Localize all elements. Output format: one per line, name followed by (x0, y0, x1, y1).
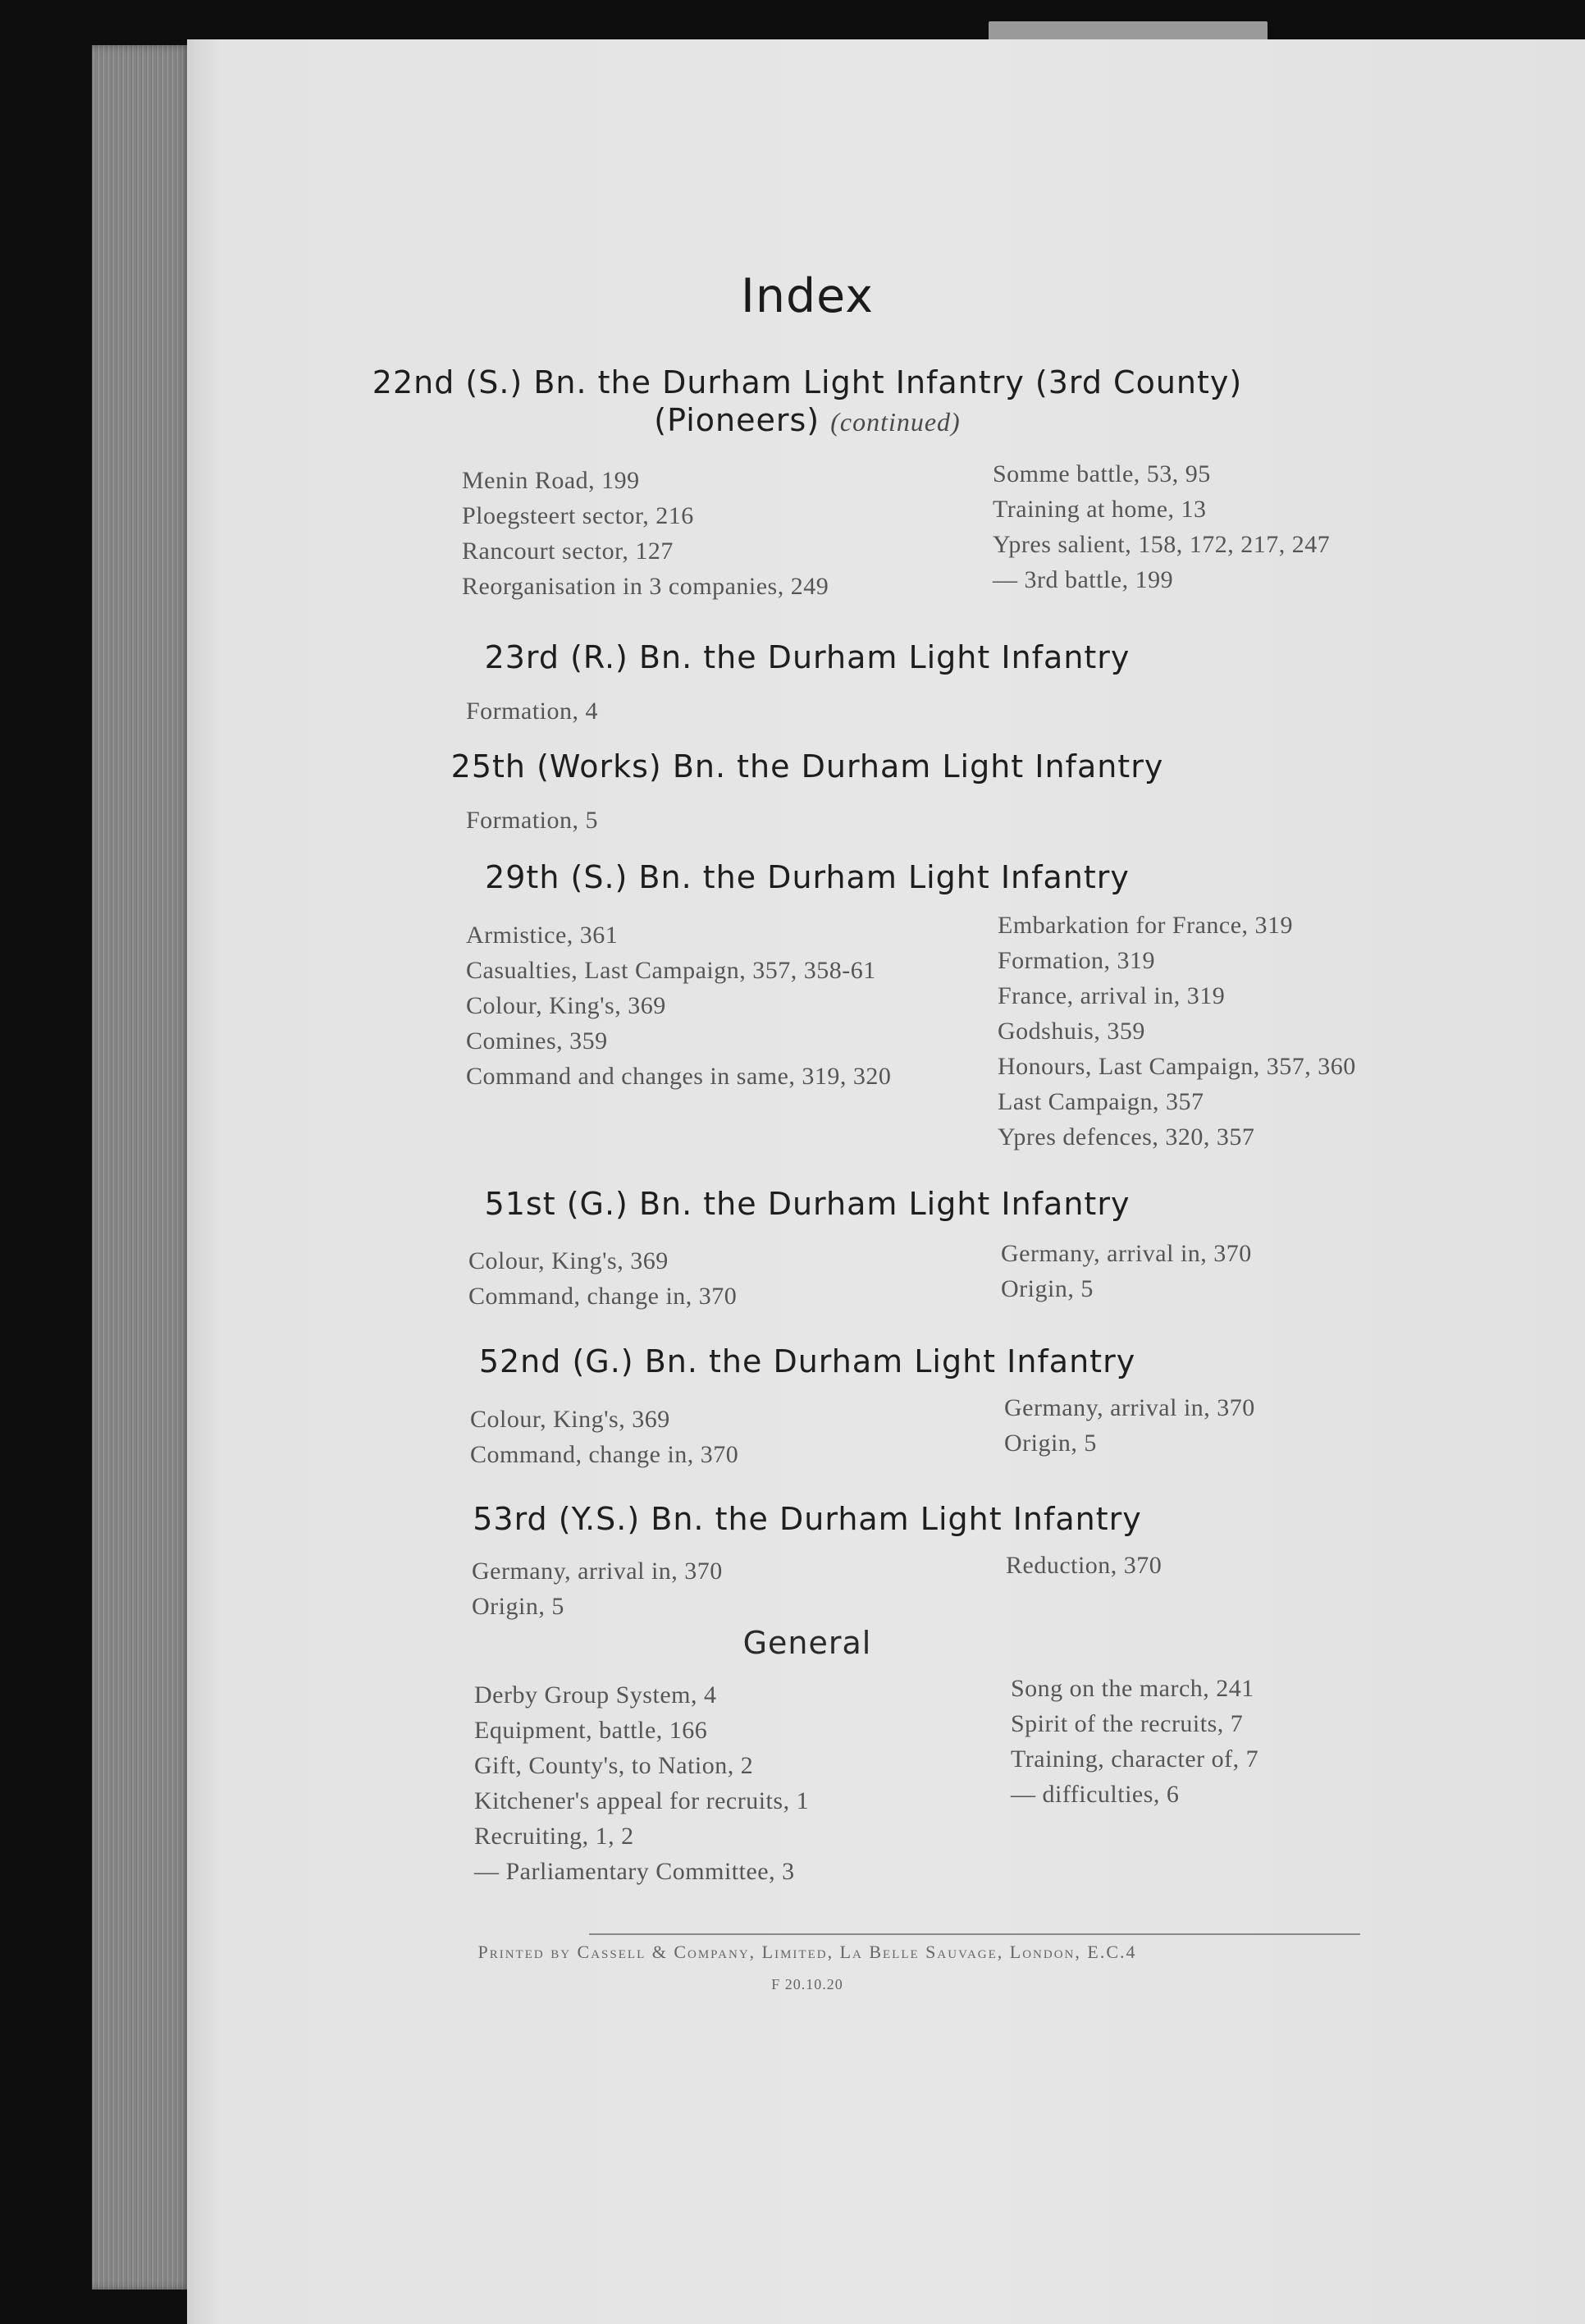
section-53rd-left-column (472, 1553, 956, 1624)
index-entry: Training, character of, 7 (1011, 1745, 1259, 1773)
section-heading-22nd-line2: (Pioneers) (654, 402, 820, 438)
section-23rd-left-column (466, 693, 950, 729)
index-entry: Germany, arrival in, 370 (1004, 1394, 1255, 1421)
index-entry: Casualties, Last Campaign, 357, 358-61 (466, 957, 876, 984)
section-22nd-left-column (462, 463, 946, 604)
section-heading-general: General (742, 1625, 872, 1661)
index-entry: Derby Group System, 4 (474, 1681, 717, 1709)
index-entry: — Parliamentary Committee, 3 (474, 1858, 795, 1885)
index-entry: Colour, King's, 369 (466, 992, 666, 1019)
index-entry: Kitchener's appeal for recruits, 1 (474, 1787, 810, 1814)
section-53rd-right-column (1006, 1548, 1498, 1583)
index-entry: Somme battle, 53, 95 (993, 460, 1211, 487)
printer-imprint: Printed by Cassell & Company, Limited, La Belle Sauvage, London, E.C.4 (477, 1942, 1137, 1962)
index-entry: Germany, arrival in, 370 (1001, 1240, 1252, 1267)
book-page-edges (92, 45, 190, 2290)
index-entry: Comines, 359 (466, 1027, 608, 1054)
index-entry: Colour, King's, 369 (468, 1247, 669, 1274)
section-51st-right-column (1001, 1236, 1493, 1306)
section-heading-53rd: 53rd (Y.S.) Bn. the Durham Light Infantry (473, 1501, 1142, 1537)
section-29th-right-column (998, 908, 1523, 1155)
index-entry: Command, change in, 370 (470, 1441, 739, 1468)
index-entry: — 3rd battle, 199 (993, 566, 1174, 593)
page-title: Index (741, 269, 874, 323)
index-entry: Armistice, 361 (466, 922, 619, 949)
index-entry: Command and changes in same, 319, 320 (466, 1063, 892, 1090)
index-entry: Ploegsteert sector, 216 (462, 502, 694, 529)
index-entry: Equipment, battle, 166 (474, 1717, 708, 1744)
section-52nd-left-column (470, 1402, 954, 1472)
index-entry: Ypres salient, 158, 172, 217, 247 (993, 531, 1331, 558)
index-entry: Honours, Last Campaign, 357, 360 (998, 1053, 1356, 1080)
section-52nd-right-column (1004, 1390, 1496, 1461)
index-entry: Origin, 5 (1004, 1430, 1097, 1457)
section-heading-22nd-line1: 22nd (S.) Bn. the Durham Light Infantry (3rd County) (372, 364, 1243, 400)
section-heading-52nd: 52nd (G.) Bn. the Durham Light Infantry (478, 1343, 1136, 1379)
section-51st-left-column (468, 1243, 952, 1314)
index-entry: Last Campaign, 357 (998, 1088, 1204, 1115)
index-entry: Training at home, 13 (993, 496, 1207, 523)
section-25th-left-column (466, 803, 950, 838)
index-entry: — difficulties, 6 (1011, 1781, 1180, 1808)
section-22nd-right-column (993, 456, 1485, 597)
section-general-right-column (1011, 1671, 1503, 1812)
index-entry: Song on the march, 241 (1011, 1675, 1254, 1702)
index-entry: Reorganisation in 3 companies, 249 (462, 573, 829, 600)
index-entry: France, arrival in, 319 (998, 982, 1226, 1009)
section-29th-left-column (466, 917, 950, 1094)
index-page (187, 39, 1585, 2324)
index-entry: Germany, arrival in, 370 (472, 1558, 723, 1585)
footer-rule (589, 1933, 1360, 1935)
index-entry: Spirit of the recruits, 7 (1011, 1710, 1244, 1737)
index-entry: Rancourt sector, 127 (462, 538, 674, 565)
section-heading-29th: 29th (S.) Bn. the Durham Light Infantry (485, 859, 1130, 895)
continued-note: (continued) (830, 407, 961, 437)
index-entry: Ypres defences, 320, 357 (998, 1123, 1255, 1151)
index-entry: Formation, 319 (998, 947, 1155, 974)
index-entry: Embarkation for France, 319 (998, 912, 1294, 939)
index-entry: Menin Road, 199 (462, 467, 640, 494)
index-entry: Colour, King's, 369 (470, 1406, 670, 1433)
print-code: F 20.10.20 (771, 1976, 843, 1992)
section-heading-23rd: 23rd (R.) Bn. the Durham Light Infantry (484, 639, 1131, 675)
section-general-left-column (474, 1677, 983, 1889)
section-heading-22nd (187, 364, 1427, 441)
section-heading-25th: 25th (Works) Bn. the Durham Light Infantry (450, 748, 1164, 785)
index-entry: Formation, 5 (466, 807, 598, 834)
section-heading-51st: 51st (G.) Bn. the Durham Light Infantry (484, 1186, 1131, 1222)
index-entry: Godshuis, 359 (998, 1018, 1145, 1045)
index-entry: Recruiting, 1, 2 (474, 1823, 634, 1850)
index-entry: Gift, County's, to Nation, 2 (474, 1752, 754, 1779)
index-entry: Origin, 5 (472, 1593, 564, 1620)
index-entry: Command, change in, 370 (468, 1283, 738, 1310)
index-entry: Origin, 5 (1001, 1275, 1094, 1302)
index-entry: Formation, 4 (466, 698, 598, 725)
index-entry: Reduction, 370 (1006, 1552, 1162, 1579)
